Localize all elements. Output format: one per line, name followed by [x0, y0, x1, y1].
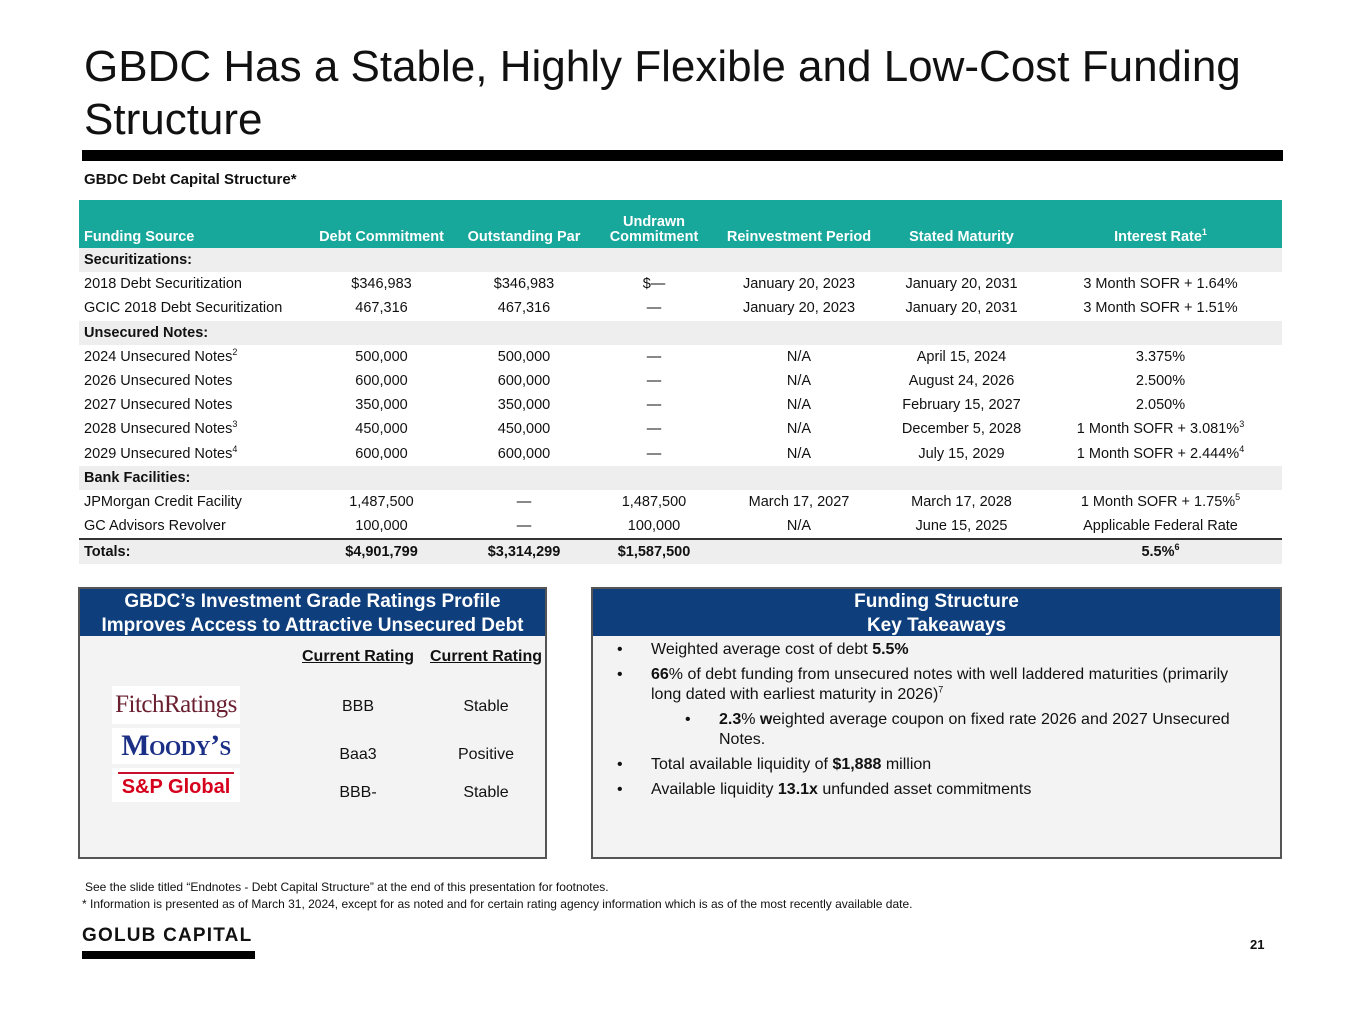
table-header-row [79, 200, 1282, 248]
totals-label: Totals: [79, 539, 309, 564]
undrawn-cell: — [646, 300, 662, 317]
sp-global-logo-text: S&P Global [121, 775, 231, 798]
footnote-ref: 5 [1235, 492, 1241, 503]
funding-source-label: 2024 Unsecured Notes [84, 348, 233, 365]
moodys-rating: Baa3 [339, 746, 377, 763]
title-rule [82, 150, 1283, 161]
outstanding-cell: 500,000 [497, 348, 551, 365]
interest-rate-cell [1039, 296, 1282, 320]
funding-source-cell [79, 272, 309, 296]
outstanding-cell: — [516, 493, 532, 510]
table-row [79, 369, 1282, 393]
takeaway-text: eighted average coupon on fixed rate 2026 and 2027 Unsecured Notes. [719, 711, 1230, 748]
sp-global-logo [112, 768, 240, 802]
takeaway-text: Weighted average cost of debt [651, 641, 873, 658]
table-row [79, 417, 1282, 441]
fitch-rating: BBB [341, 698, 374, 715]
outstanding-cell: 467,316 [497, 300, 551, 317]
footnote-asof: * Information is presented as of March 31, 2024, except for as noted and for certain rating agency information which is as of the most recently available date. [82, 897, 913, 911]
reinvestment-cell: N/A [786, 373, 812, 390]
table-row [79, 296, 1282, 320]
debt-capital-table [79, 200, 1282, 564]
funding-source-cell [79, 369, 309, 393]
header-interest-rate [1039, 200, 1282, 248]
fitch-outlook: Stable [463, 698, 509, 715]
header-funding-source: Funding Source [79, 200, 309, 248]
outstanding-cell: — [516, 518, 532, 535]
reinvestment-cell: January 20, 2023 [742, 276, 856, 293]
maturity-cell: March 17, 2028 [911, 493, 1012, 510]
funding-source-label: 2026 Unsecured Notes [84, 373, 233, 390]
commitment-cell: 600,000 [355, 373, 408, 390]
outstanding-cell: $346,983 [493, 276, 555, 293]
commitment-cell: 1,487,500 [349, 493, 414, 510]
takeaway-subitem [617, 710, 1257, 750]
ratings-col-outlook: Current Rating [430, 648, 542, 665]
footnote-ref: 2 [232, 347, 238, 358]
total-outstanding: $3,314,299 [454, 539, 594, 564]
interest-rate-value: 3 Month SOFR + 1.64% [1083, 276, 1238, 293]
commitment-cell: 600,000 [355, 445, 408, 462]
sp-global-logo-bar [118, 772, 234, 774]
funding-source-cell [79, 442, 309, 466]
ratings-title-line1: GBDC’s Investment Grade Ratings Profile [124, 591, 501, 612]
outstanding-cell: 350,000 [497, 397, 551, 414]
undrawn-cell: 100,000 [627, 518, 681, 535]
interest-rate-value: 2.500% [1135, 373, 1186, 390]
maturity-cell: February 15, 2027 [902, 397, 1021, 414]
commitment-cell: 450,000 [355, 421, 408, 438]
reinvestment-cell: N/A [786, 348, 812, 365]
funding-source-cell [79, 514, 309, 539]
takeaway-item [617, 755, 1257, 775]
interest-rate-cell [1039, 417, 1282, 441]
brand-bar [82, 951, 255, 959]
section-label: Unsecured Notes: [79, 321, 1282, 345]
outstanding-cell: 600,000 [497, 373, 551, 390]
interest-rate-cell [1039, 393, 1282, 417]
commitment-cell: 467,316 [355, 300, 408, 317]
bullet-icon: • [617, 666, 623, 683]
header-debt-commitment: Debt Commitment [309, 200, 454, 248]
sp-rating: BBB- [339, 784, 377, 801]
takeaway-highlight: 2.3 [719, 711, 742, 728]
takeaway-text: unfunded asset commitments [817, 781, 1032, 798]
table-row [79, 345, 1282, 369]
header-interest-rate-label: Interest Rate [1114, 229, 1202, 245]
reinvestment-cell: N/A [786, 421, 812, 438]
bullet-icon: • [685, 711, 691, 728]
commitment-cell: 350,000 [355, 397, 408, 414]
undrawn-cell: — [646, 348, 662, 365]
funding-source-cell [79, 345, 309, 369]
maturity-cell: April 15, 2024 [916, 348, 1007, 365]
interest-rate-cell [1039, 514, 1282, 539]
ratings-title-line2: Improves Access to Attractive Unsecured Debt [101, 615, 524, 636]
undrawn-cell: — [646, 445, 662, 462]
footnote-ref: 1 [1201, 227, 1207, 238]
interest-rate-cell [1039, 369, 1282, 393]
maturity-cell: January 20, 2031 [905, 276, 1018, 293]
funding-source-label: 2027 Unsecured Notes [84, 397, 233, 414]
takeaway-highlight: 13.1x [777, 781, 818, 798]
section-row-securitizations [79, 248, 1282, 272]
interest-rate-value: Applicable Federal Rate [1083, 518, 1238, 535]
total-rate-cell [1039, 539, 1282, 564]
header-undrawn-commitment [594, 200, 714, 248]
fitch-ratings-logo: FitchRatings [112, 686, 240, 724]
funding-source-cell [79, 490, 309, 514]
table-row [79, 272, 1282, 296]
commitment-cell: $346,983 [351, 276, 412, 293]
takeaway-item [617, 780, 1257, 800]
section-row-bank [79, 466, 1282, 490]
funding-source-label: JPMorgan Credit Facility [84, 493, 242, 510]
interest-rate-value: 1 Month SOFR + 2.444% [1076, 445, 1240, 462]
takeaway-text: Total available liquidity of [651, 756, 833, 773]
commitment-cell: 100,000 [355, 518, 408, 535]
total-undrawn: $1,587,500 [594, 539, 714, 564]
takeaway-highlight: 5.5% [872, 641, 909, 658]
reinvestment-cell: N/A [786, 518, 812, 535]
interest-rate-cell [1039, 272, 1282, 296]
takeaway-text: % of debt funding from unsecured notes with well laddered maturities (primarily long dated with earliest maturity in 2026) [651, 666, 1229, 703]
bullet-icon: • [617, 641, 623, 658]
sp-outlook: Stable [463, 784, 509, 801]
totals-row [79, 539, 1282, 564]
footnote-ref: 7 [938, 684, 944, 695]
takeaway-text: Available liquidity [651, 781, 778, 798]
golub-capital-logo: GOLUB CAPITAL [82, 925, 253, 946]
bullet-icon: • [617, 756, 623, 773]
interest-rate-cell [1039, 345, 1282, 369]
section-label: Bank Facilities: [79, 466, 1282, 490]
interest-rate-cell [1039, 442, 1282, 466]
takeaways-title-line1: Funding Structure [854, 591, 1019, 612]
funding-source-cell [79, 417, 309, 441]
bullet-icon: • [617, 781, 623, 798]
header-stated-maturity: Stated Maturity [884, 200, 1039, 248]
takeaways-list [617, 640, 1257, 805]
funding-source-label: 2029 Unsecured Notes [84, 445, 233, 462]
moodys-outlook: Positive [457, 746, 515, 763]
header-outstanding-par: Outstanding Par [454, 200, 594, 248]
total-maturity [884, 539, 1039, 564]
table-row [79, 490, 1282, 514]
footnote-ref: 3 [232, 419, 238, 430]
total-commitment: $4,901,799 [309, 539, 454, 564]
takeaway-highlight: $1,888 [832, 756, 882, 773]
takeaway-text: million [881, 756, 932, 773]
takeaway-text: % [741, 711, 760, 728]
takeaways-title-line2: Key Takeaways [866, 615, 1007, 636]
total-reinvestment [714, 539, 884, 564]
funding-source-cell [79, 393, 309, 417]
section-label: Securitizations: [79, 248, 1282, 272]
section-row-unsecured [79, 321, 1282, 345]
header-reinvestment-period: Reinvestment Period [714, 200, 884, 248]
footnote-endnotes: See the slide titled “Endnotes - Debt Capital Structure” at the end of this presentation for footnotes. [85, 880, 609, 894]
interest-rate-value: 1 Month SOFR + 1.75% [1080, 493, 1236, 510]
moodys-logo: Moody’s [112, 728, 240, 764]
reinvestment-cell: N/A [786, 397, 812, 414]
maturity-cell: January 20, 2031 [905, 300, 1018, 317]
maturity-cell: August 24, 2026 [908, 373, 1015, 390]
footnote-ref: 6 [1174, 542, 1180, 553]
undrawn-cell: 1,487,500 [621, 493, 687, 510]
interest-rate-value: 2.050% [1135, 397, 1186, 414]
interest-rate-value: 1 Month SOFR + 3.081% [1076, 421, 1240, 438]
reinvestment-cell: March 17, 2027 [748, 493, 850, 510]
maturity-cell: June 15, 2025 [915, 518, 1008, 535]
footnote-ref: 4 [1239, 443, 1245, 454]
interest-rate-value: 3 Month SOFR + 1.51% [1083, 300, 1238, 317]
table-row [79, 442, 1282, 466]
takeaways-panel [591, 587, 1282, 859]
interest-rate-cell [1039, 490, 1282, 514]
undrawn-cell: — [646, 373, 662, 390]
takeaway-highlight: w [759, 711, 773, 728]
outstanding-cell: 600,000 [497, 445, 551, 462]
table-subheading: GBDC Debt Capital Structure* [84, 171, 297, 188]
page-number: 21 [1250, 937, 1265, 952]
interest-rate-value: 3.375% [1135, 348, 1186, 365]
ratings-panel-title [80, 589, 545, 636]
outstanding-cell: 450,000 [497, 421, 551, 438]
takeaway-item [617, 640, 1257, 660]
takeaway-highlight: 66 [651, 666, 669, 683]
funding-source-label: GC Advisors Revolver [84, 518, 226, 535]
funding-source-cell [79, 296, 309, 320]
page-title: GBDC Has a Stable, Highly Flexible and Low-Cost Funding Structure [84, 42, 1241, 144]
commitment-cell: 500,000 [355, 348, 408, 365]
takeaway-item [617, 665, 1257, 705]
footnote-ref: 3 [1239, 419, 1245, 430]
footnote-ref: 4 [232, 443, 238, 454]
maturity-cell: July 15, 2029 [918, 445, 1005, 462]
ratings-col-current-rating: Current Rating [302, 648, 414, 665]
maturity-cell: December 5, 2028 [901, 421, 1022, 438]
header-undrawn-line1: Undrawn [622, 214, 686, 230]
reinvestment-cell: January 20, 2023 [742, 300, 856, 317]
header-undrawn-line2: Commitment [609, 229, 699, 245]
ratings-panel [78, 587, 547, 859]
undrawn-cell: $— [642, 276, 666, 293]
reinvestment-cell: N/A [786, 445, 812, 462]
table-row [79, 393, 1282, 417]
undrawn-cell: — [646, 421, 662, 438]
undrawn-cell: — [646, 397, 662, 414]
funding-source-label: 2028 Unsecured Notes [84, 421, 233, 438]
funding-source-label: GCIC 2018 Debt Securitization [84, 300, 283, 317]
funding-source-label: 2018 Debt Securitization [84, 276, 242, 293]
total-rate: 5.5% [1141, 544, 1175, 561]
takeaways-panel-title [593, 589, 1280, 636]
table-row [79, 514, 1282, 539]
